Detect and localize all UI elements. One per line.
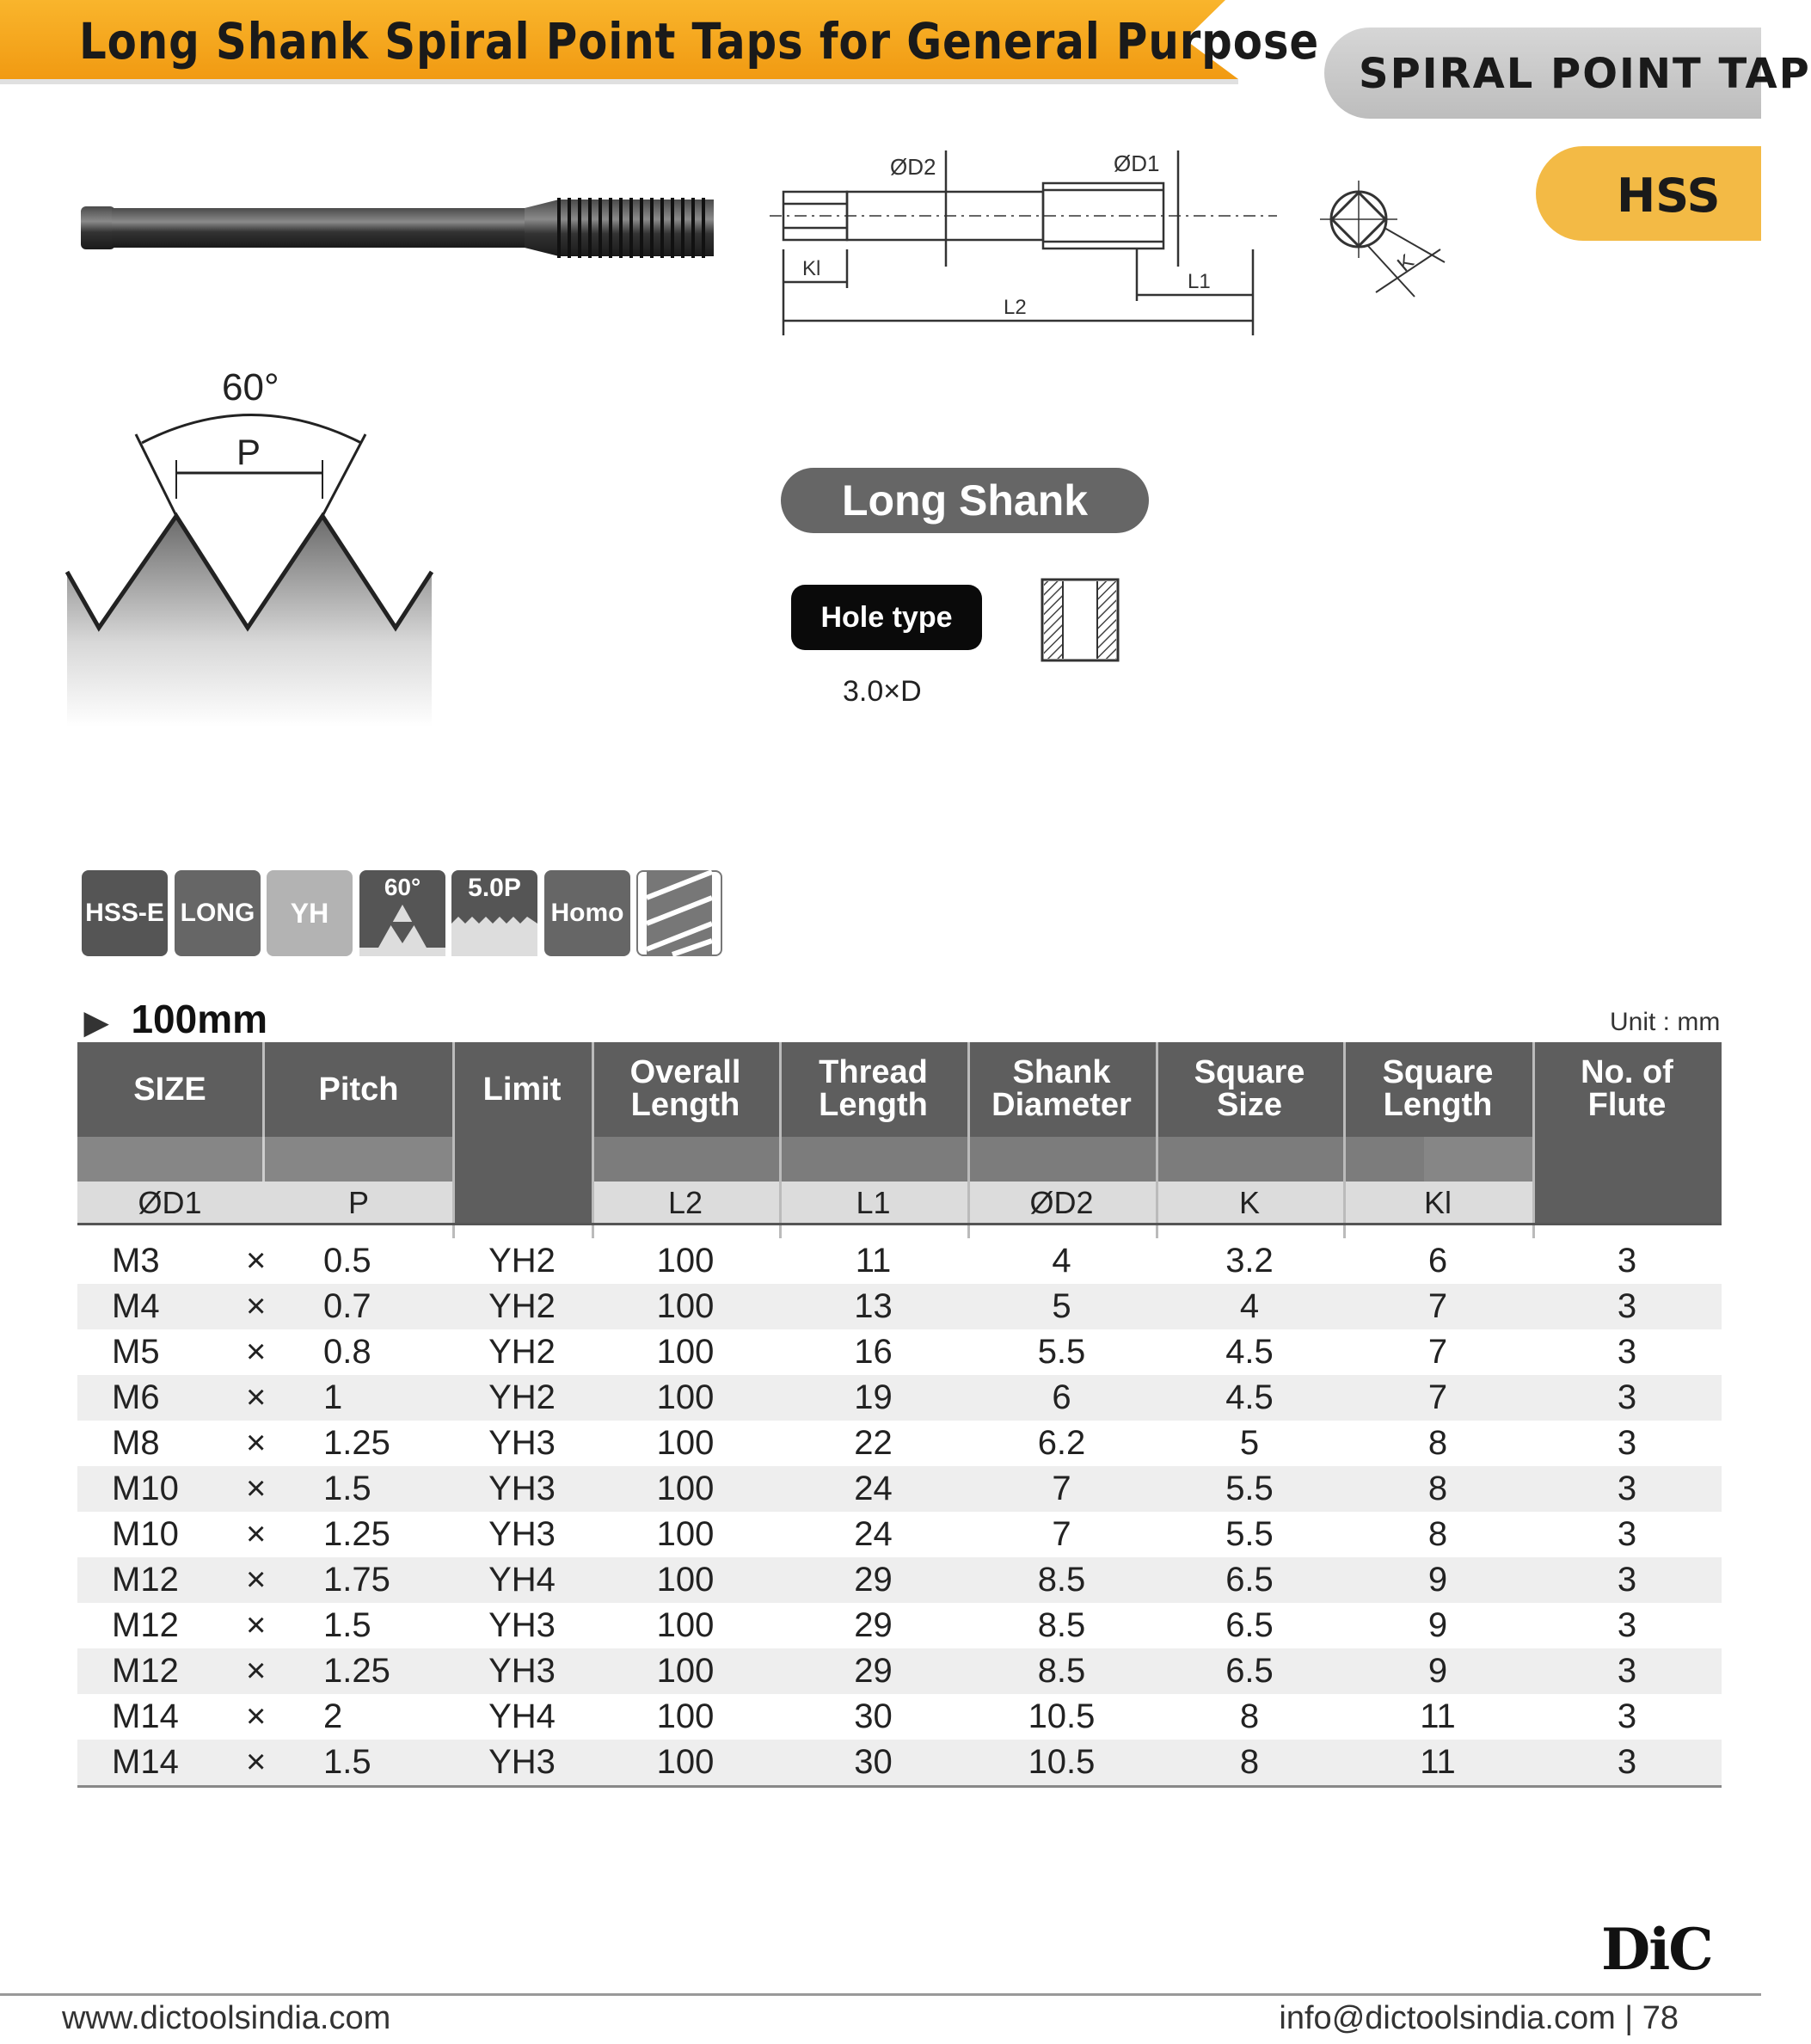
table-cell: 7 [1427, 1287, 1448, 1325]
table-cell: M4 [112, 1287, 160, 1325]
yh-icon: YH [267, 870, 353, 956]
hole-type-badge: Hole type [791, 585, 982, 650]
d2-label: ØD2 [890, 154, 936, 180]
col-overall-length: Overall Length [629, 1054, 741, 1123]
page-title: Long Shank Spiral Point Taps for General Purpose [79, 12, 1320, 71]
sym-l1: L1 [856, 1185, 891, 1220]
table-cell: 10.5 [1028, 1697, 1096, 1735]
col-limit: Limit [482, 1071, 562, 1108]
times-sign: × [246, 1606, 267, 1644]
table-cell: 5.5 [1225, 1515, 1274, 1553]
col-square-length: Square Length [1382, 1054, 1494, 1123]
footer-contact[interactable]: info@dictoolsindia.com | 78 [1279, 2000, 1679, 2036]
table-cell: 0.5 [323, 1242, 371, 1280]
sym-k: K [1238, 1185, 1260, 1220]
table-cell: 6 [1052, 1378, 1071, 1416]
table-row [77, 1512, 1722, 1557]
times-sign: × [246, 1424, 267, 1462]
footer-website[interactable]: www.dictoolsindia.com [62, 2000, 391, 2036]
table-cell: 100 [656, 1242, 715, 1280]
table-cell: 11 [855, 1242, 892, 1280]
table-cell: 2 [323, 1697, 343, 1735]
table-cell: 11 [1420, 1697, 1456, 1735]
l2-label: L2 [1004, 296, 1027, 319]
table-cell: 3 [1617, 1606, 1637, 1644]
table-cell: 9 [1427, 1606, 1448, 1644]
table-cell: M5 [112, 1333, 160, 1371]
table-row [77, 1238, 1722, 1284]
col-flutes: No. of Flute [1581, 1054, 1673, 1123]
table-cell: 1.5 [323, 1470, 371, 1507]
table-cell: 8.5 [1037, 1561, 1086, 1599]
table-cell: 1.5 [323, 1606, 371, 1644]
k-label: K [1392, 249, 1419, 277]
hole-depth: 3.0×D [843, 675, 922, 708]
table-cell: 3 [1617, 1652, 1637, 1690]
table-cell: 100 [656, 1697, 715, 1735]
table-cell: 100 [656, 1606, 715, 1644]
table-cell: 29 [854, 1652, 893, 1690]
sym-d1: ØD1 [138, 1185, 202, 1220]
spec-table [77, 1042, 1722, 1787]
material-label: HSS [1617, 169, 1721, 223]
table-cell: 100 [656, 1470, 715, 1507]
tap-product-image [77, 189, 722, 267]
table-cell: 5.5 [1225, 1470, 1274, 1507]
table-cell: 30 [854, 1743, 893, 1781]
table-cell: 8 [1239, 1743, 1260, 1781]
table-cell: 0.8 [323, 1333, 371, 1371]
table-cell: 7 [1052, 1470, 1071, 1507]
table-cell: M3 [112, 1242, 160, 1280]
footer-divider [0, 1993, 1761, 1996]
table-cell: 3 [1617, 1561, 1637, 1599]
table-cell: 5 [1052, 1287, 1071, 1325]
unit-label: Unit : mm [1610, 1008, 1721, 1036]
table-row [77, 1329, 1722, 1375]
col-shank-diameter: Shank Diameter [991, 1054, 1132, 1123]
table-cell: 6.2 [1037, 1424, 1086, 1462]
long-shank-badge: Long Shank [781, 468, 1149, 533]
spiral-flute-icon [636, 870, 722, 956]
long-icon: LONG [175, 870, 261, 956]
table-cell: YH4 [488, 1697, 556, 1735]
col-square-size: Square Size [1194, 1054, 1305, 1123]
table-cell: 100 [656, 1743, 715, 1781]
table-cell: 5 [1239, 1424, 1260, 1462]
table-cell: 3 [1617, 1378, 1637, 1416]
table-cell: 24 [854, 1470, 893, 1507]
pitch-label: P [236, 432, 261, 472]
table-cell: 3.2 [1225, 1242, 1274, 1280]
table-row [77, 1466, 1722, 1512]
thread-profile-diagram [60, 361, 447, 731]
table-cell: 19 [854, 1378, 893, 1416]
col-size: SIZE [133, 1071, 206, 1108]
table-cell: YH3 [488, 1515, 556, 1553]
table-cell: M10 [112, 1515, 179, 1553]
table-row [77, 1694, 1722, 1740]
table-cell: 30 [854, 1697, 893, 1735]
table-cell: 8 [1427, 1470, 1448, 1507]
times-sign: × [246, 1242, 267, 1280]
table-cell: 1 [323, 1378, 343, 1416]
square-end-view [1307, 168, 1462, 314]
table-row [77, 1648, 1722, 1694]
table-cell: 5.5 [1037, 1333, 1086, 1371]
table-cell: YH2 [488, 1287, 556, 1325]
table-cell: YH3 [488, 1606, 556, 1644]
table-cell: 6 [1427, 1242, 1448, 1280]
table-cell: 4.5 [1225, 1378, 1274, 1416]
table-cell: 8 [1427, 1424, 1448, 1462]
table-cell: 7 [1427, 1333, 1448, 1371]
times-sign: × [246, 1470, 267, 1507]
kl-label: Kl [802, 257, 821, 280]
times-sign: × [246, 1378, 267, 1416]
table-cell: 100 [656, 1333, 715, 1371]
times-sign: × [246, 1287, 267, 1325]
table-cell: 100 [656, 1378, 715, 1416]
table-cell: 11 [1420, 1743, 1456, 1781]
table-row [77, 1557, 1722, 1603]
table-cell: 100 [656, 1561, 715, 1599]
angle-60-icon: 60° [359, 870, 445, 956]
table-cell: 3 [1617, 1287, 1637, 1325]
table-cell: 3 [1617, 1743, 1637, 1781]
table-row [77, 1375, 1722, 1421]
table-cell: 4 [1052, 1242, 1071, 1280]
table-cell: 22 [854, 1424, 893, 1462]
times-sign: × [246, 1697, 267, 1735]
table-row [77, 1421, 1722, 1466]
table-cell: 1.25 [323, 1515, 390, 1553]
times-sign: × [246, 1743, 267, 1781]
sym-p: P [347, 1185, 369, 1220]
table-cell: 6.5 [1225, 1652, 1274, 1690]
l1-label: L1 [1188, 270, 1211, 293]
table-cell: 100 [656, 1287, 715, 1325]
d1-label: ØD1 [1114, 150, 1160, 176]
tap-dimension-drawing [770, 142, 1286, 340]
table-cell: YH3 [488, 1652, 556, 1690]
table-cell: YH2 [488, 1242, 556, 1280]
table-cell: 7 [1052, 1515, 1071, 1553]
table-cell: 8 [1427, 1515, 1448, 1553]
table-cell: YH2 [488, 1378, 556, 1416]
table-cell: 8.5 [1037, 1652, 1086, 1690]
table-row [77, 1284, 1722, 1329]
times-sign: × [246, 1561, 267, 1599]
times-sign: × [246, 1515, 267, 1553]
table-cell: M12 [112, 1561, 179, 1599]
table-cell: 0.7 [323, 1287, 371, 1325]
through-hole-icon [1041, 578, 1120, 664]
table-cell: 3 [1617, 1333, 1637, 1371]
table-cell: M8 [112, 1424, 160, 1462]
table-cell: YH3 [488, 1470, 556, 1507]
table-cell: YH4 [488, 1561, 556, 1599]
table-cell: 3 [1617, 1470, 1637, 1507]
table-cell: 13 [854, 1287, 893, 1325]
material-tab [1536, 146, 1761, 241]
table-cell: M6 [112, 1378, 160, 1416]
table-cell: 6.5 [1225, 1606, 1274, 1644]
col-pitch: Pitch [318, 1071, 399, 1108]
sym-d2: ØD2 [1029, 1185, 1094, 1220]
table-cell: 8.5 [1037, 1606, 1086, 1644]
homo-icon: Homo [544, 870, 630, 956]
table-cell: 8 [1239, 1697, 1260, 1735]
table-cell: 100 [656, 1652, 715, 1690]
table-cell: 4 [1239, 1287, 1260, 1325]
table-cell: 9 [1427, 1652, 1448, 1690]
table-cell: YH2 [488, 1333, 556, 1371]
table-cell: 100 [656, 1515, 715, 1553]
table-row [77, 1740, 1722, 1785]
sym-l2: L2 [667, 1185, 703, 1220]
table-cell: YH3 [488, 1424, 556, 1462]
table-cell: 100 [656, 1424, 715, 1462]
table-cell: 10.5 [1028, 1743, 1096, 1781]
dic-logo: DiC [1601, 1916, 1712, 1983]
table-cell: 29 [854, 1606, 893, 1644]
col-thread-length: Thread Length [819, 1054, 928, 1123]
table-cell: 29 [854, 1561, 893, 1599]
table-cell: 9 [1427, 1561, 1448, 1599]
times-sign: × [246, 1333, 267, 1371]
section-title: ▶ 100mm [84, 997, 268, 1041]
table-row [77, 1603, 1722, 1648]
table-cell: 24 [854, 1515, 893, 1553]
hss-e-icon: HSS-E [82, 870, 168, 956]
table-cell: 1.5 [323, 1743, 371, 1781]
table-cell: 3 [1617, 1697, 1637, 1735]
table-cell: 7 [1427, 1378, 1448, 1416]
table-cell: 3 [1617, 1242, 1637, 1280]
table-cell: 3 [1617, 1515, 1637, 1553]
table-cell: M12 [112, 1652, 179, 1690]
table-cell: 1.25 [323, 1424, 390, 1462]
table-cell: 4.5 [1225, 1333, 1274, 1371]
table-cell: M10 [112, 1470, 179, 1507]
table-cell: YH3 [488, 1743, 556, 1781]
category-tab [1324, 28, 1811, 119]
category-label: SPIRAL POINT TAP [1359, 50, 1811, 98]
table-cell: M12 [112, 1606, 179, 1644]
table-cell: M14 [112, 1697, 179, 1735]
sym-kl: Kl [1423, 1185, 1452, 1220]
table-cell: M14 [112, 1743, 179, 1781]
pitch-5p-icon: 5.0P [451, 870, 537, 956]
table-cell: 1.75 [323, 1561, 390, 1599]
table-cell: 16 [854, 1333, 893, 1371]
times-sign: × [246, 1652, 267, 1690]
table-cell: 1.25 [323, 1652, 390, 1690]
table-cell: 3 [1617, 1424, 1637, 1462]
angle-label: 60° [222, 366, 279, 408]
table-cell: 6.5 [1225, 1561, 1274, 1599]
